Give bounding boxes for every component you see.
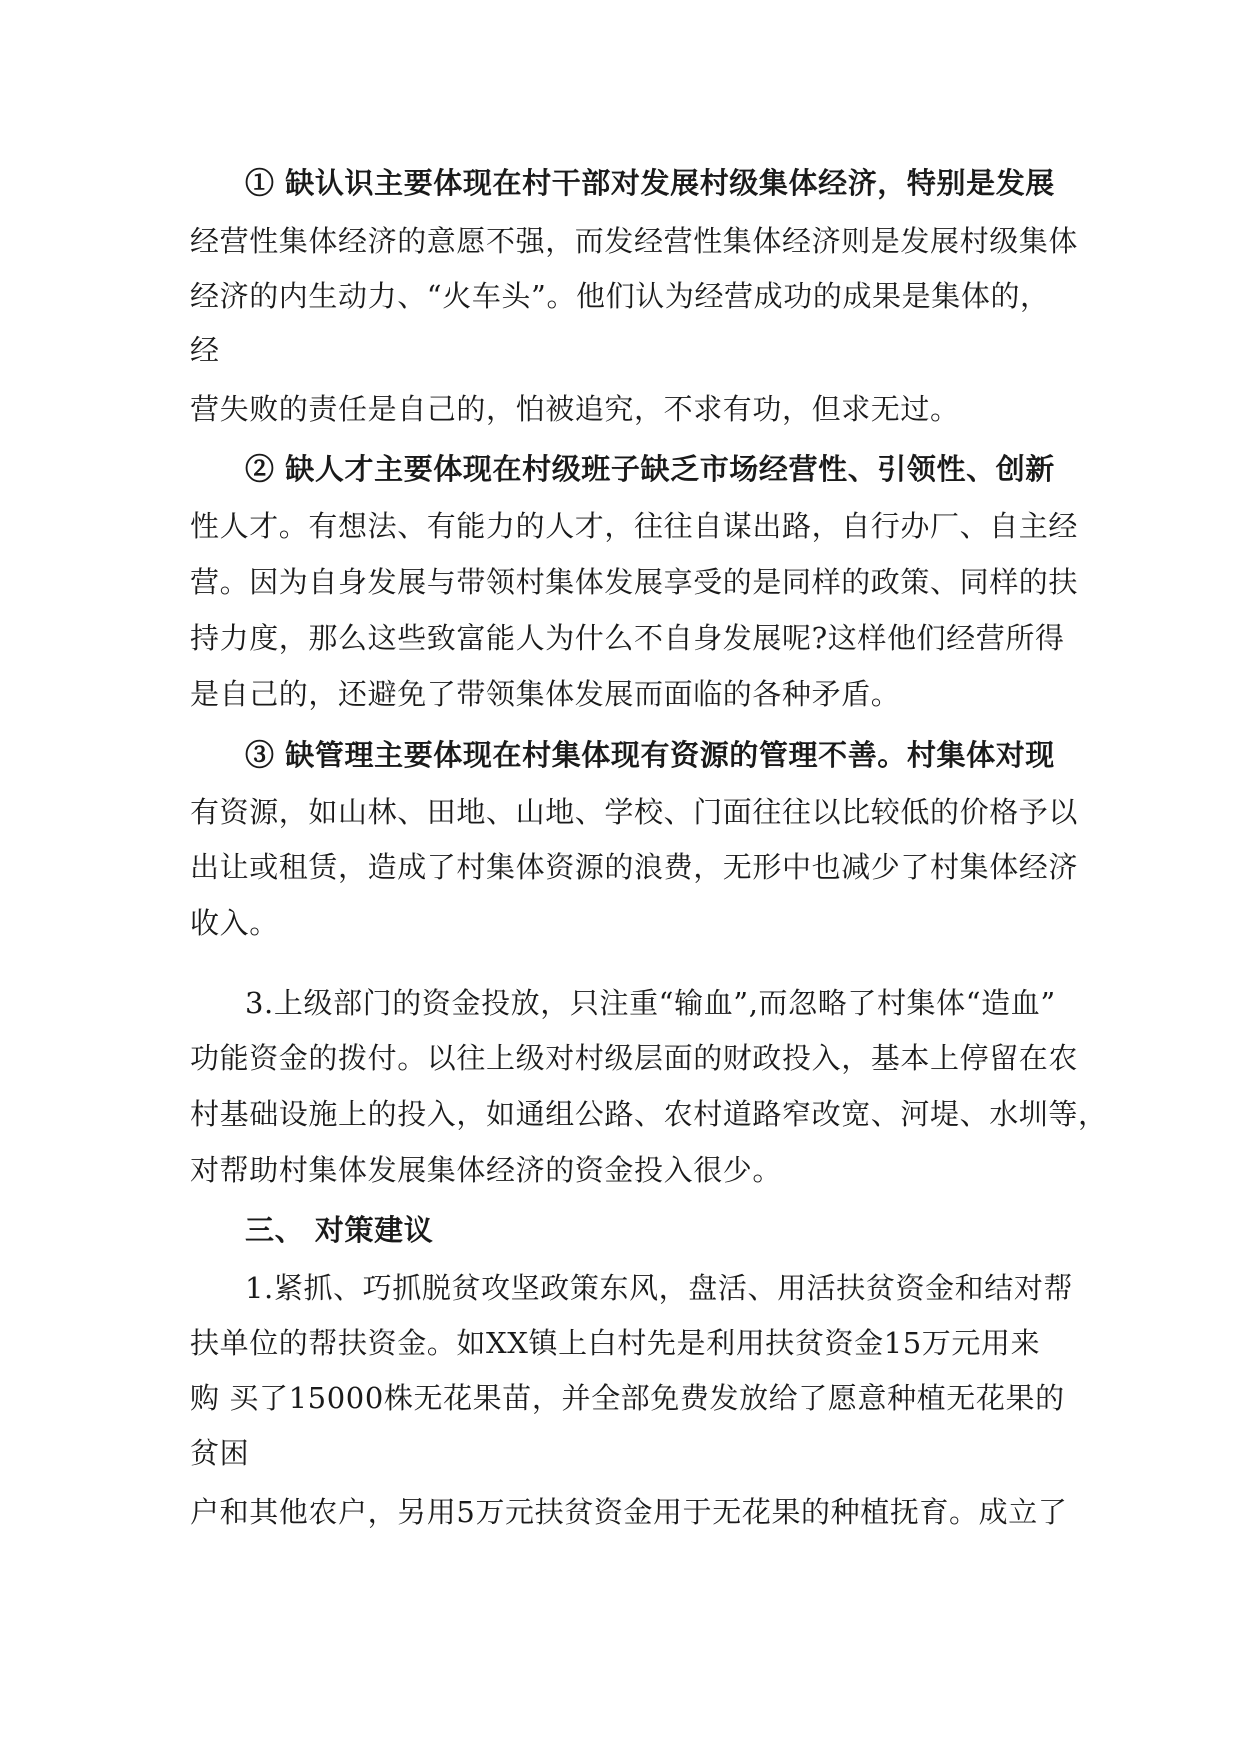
paragraph-5-line-1: 1.紧抓、巧抓脱贫攻坚政策东风，盘活、用活扶贫资金和结对帮 — [245, 1271, 1074, 1305]
paragraph-4-line-1: 3.上级部门的资金投放，只注重“输血”,而忽略了村集体“造血” — [245, 986, 1056, 1020]
paragraph-1-line-1: ① 缺认识主要体现在村干部对发展村级集体经济，特别是发展 — [245, 166, 1055, 200]
paragraph-2-line-2: 性人才。有想法、有能力的人才，往往自谋出路，自行办厂、自主经 — [190, 509, 1079, 543]
paragraph-3-line-1: ③ 缺管理主要体现在村集体现有资源的管理不善。村集体对现 — [245, 738, 1055, 772]
paragraph-5-line-2: 扶单位的帮扶资金。如XX镇上白村先是利用扶贫资金15万元用来 — [190, 1326, 1041, 1360]
paragraph-2-line-1: ② 缺人才主要体现在村级班子缺乏市场经营性、引领性、创新 — [245, 452, 1055, 486]
paragraph-4-line-2: 功能资金的拨付。以往上级对村级层面的财政投入，基本上停留在农 — [190, 1041, 1079, 1075]
section-heading: 三、 对策建议 — [245, 1213, 434, 1247]
paragraph-1-line-3: 经济的内生动力、“火车头”。他们认为经营成功的成果是集体的， — [190, 279, 1050, 313]
paragraph-2-line-5: 是自己的，还避免了带领集体发展而面临的各种矛盾。 — [190, 677, 901, 711]
paragraph-1-line-4: 经 — [190, 333, 220, 367]
paragraph-1-line-5: 营失败的责任是自己的，怕被追究，不求有功，但求无过。 — [190, 392, 960, 426]
paragraph-5-line-3: 购 买了15000株无花果苗，并全部免费发放给了愿意种植无花果的 — [190, 1381, 1065, 1415]
paragraph-5-line-4: 贫困 — [190, 1436, 250, 1470]
paragraph-2-line-4: 持力度，那么这些致富能人为什么不自身发展呢?这样他们经营所得 — [190, 621, 1065, 655]
paragraph-4-line-3: 村基础设施上的投入，如通组公路、农村道路窄改宽、河堤、水圳等， — [190, 1097, 1108, 1131]
paragraph-3-line-4: 收入。 — [190, 906, 279, 940]
paragraph-3-line-3: 出让或租赁，造成了村集体资源的浪费，无形中也减少了村集体经济 — [190, 850, 1079, 884]
paragraph-2-line-3: 营。因为自身发展与带领村集体发展享受的是同样的政策、同样的扶 — [190, 565, 1079, 599]
paragraph-1-line-2: 经营性集体经济的意愿不强，而发经营性集体经济则是发展村级集体 — [190, 224, 1079, 258]
paragraph-3-line-2: 有资源，如山林、田地、山地、学校、门面往往以比较低的价格予以 — [190, 795, 1079, 829]
paragraph-4-line-4: 对帮助村集体发展集体经济的资金投入很少。 — [190, 1153, 783, 1187]
paragraph-5-line-5: 户和其他农户，另用5万元扶贫资金用于无花果的种植抚育。成立了 — [190, 1495, 1068, 1529]
